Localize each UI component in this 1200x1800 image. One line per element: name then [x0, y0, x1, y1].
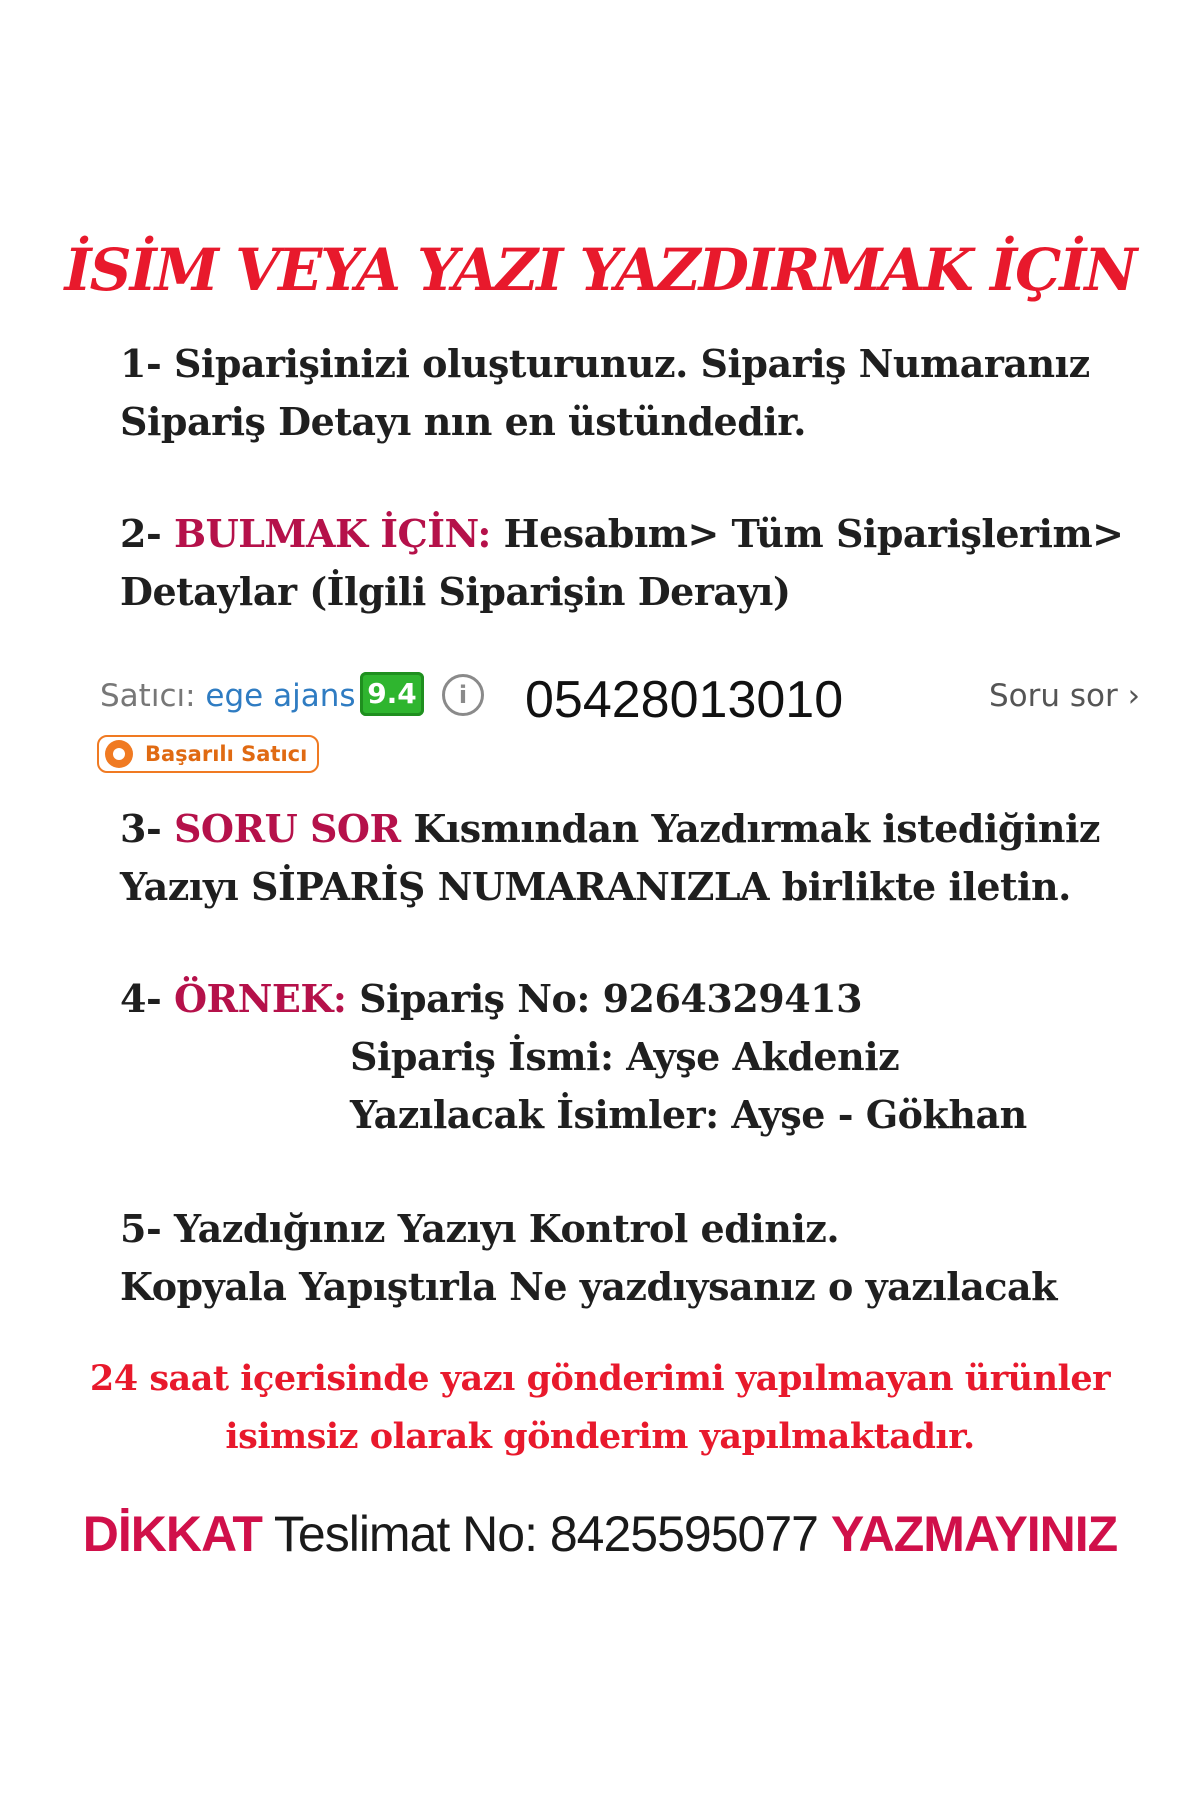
medal-icon: [105, 740, 133, 768]
step-5-line-2: Kopyala Yapıştırla Ne yazdıysanız o yazılacak: [120, 1264, 1057, 1309]
successful-seller-badge: [97, 735, 319, 773]
seller-info: [100, 678, 356, 714]
seller-row: [100, 671, 1140, 729]
step-1-line-2: Sipariş Detayı nın en üstündedir.: [120, 399, 806, 444]
step-5: [120, 1200, 1120, 1316]
step-1-line-1: 1- Siparişinizi oluşturunuz. Sipariş Numaranız: [120, 341, 1090, 386]
step-5-line-1: 5- Yazdığınız Yazıyı Kontrol ediniz.: [120, 1206, 840, 1251]
successful-seller-label: Başarılı Satıcı: [145, 742, 308, 766]
ask-question-link[interactable]: Soru sor ›: [988, 678, 1140, 714]
step-2: [120, 505, 1124, 621]
step-3-highlight: SORU SOR: [173, 806, 401, 851]
warning-notice: [0, 1350, 1200, 1466]
step-4-highlight: ÖRNEK:: [173, 976, 347, 1021]
step-2-line-2: Detaylar (İlgili Siparişin Derayı): [120, 569, 791, 614]
attention-notice: [0, 1505, 1200, 1563]
seller-label: Satıcı:: [100, 678, 196, 714]
step-3: [120, 800, 1120, 916]
step-2-line-1: [120, 505, 1124, 563]
step-2-number: 2-: [120, 511, 162, 556]
step-4-line-2: Sipariş İsmi: Ayşe Akdeniz: [350, 1034, 900, 1079]
step-4-number: 4-: [120, 976, 162, 1021]
warning-line-1: 24 saat içerisinde yazı gönderimi yapılmayan ürünler: [89, 1358, 1111, 1399]
step-3-line-1: [120, 800, 1120, 858]
attention-label: DİKKAT: [82, 1506, 262, 1562]
attention-text: Teslimat No: 8425595077: [273, 1506, 818, 1562]
seller-score-badge: 9.4: [360, 672, 424, 716]
step-3-number: 3-: [120, 806, 162, 851]
step-4-line-3: Yazılacak İsimler: Ayşe - Gökhan: [350, 1092, 1027, 1137]
step-1: [120, 335, 1120, 451]
step-4-line-1: [120, 970, 1120, 1028]
page-title: İSİM VEYA YAZI YAZDIRMAK İÇİN: [64, 236, 1136, 304]
step-4: [120, 970, 1120, 1144]
step-3-line-2: Yazıyı SİPARİŞ NUMARANIZLA birlikte iletin.: [120, 864, 1071, 909]
info-icon[interactable]: i: [442, 674, 484, 716]
step-2-line-1-rest: Hesabım> Tüm Siparişlerim>: [503, 511, 1124, 556]
step-2-highlight: BULMAK İÇİN:: [173, 511, 491, 556]
step-3-line-1-rest: Kısmından Yazdırmak istediğiniz: [413, 806, 1100, 851]
attention-suffix: YAZMAYINIZ: [830, 1506, 1118, 1562]
step-4-line-1-rest: Sipariş No: 9264329413: [359, 976, 863, 1021]
warning-line-2: isimsiz olarak gönderim yapılmaktadır.: [225, 1416, 975, 1457]
phone-number: 05428013010: [525, 671, 844, 729]
seller-name-link[interactable]: ege ajans: [205, 678, 356, 714]
